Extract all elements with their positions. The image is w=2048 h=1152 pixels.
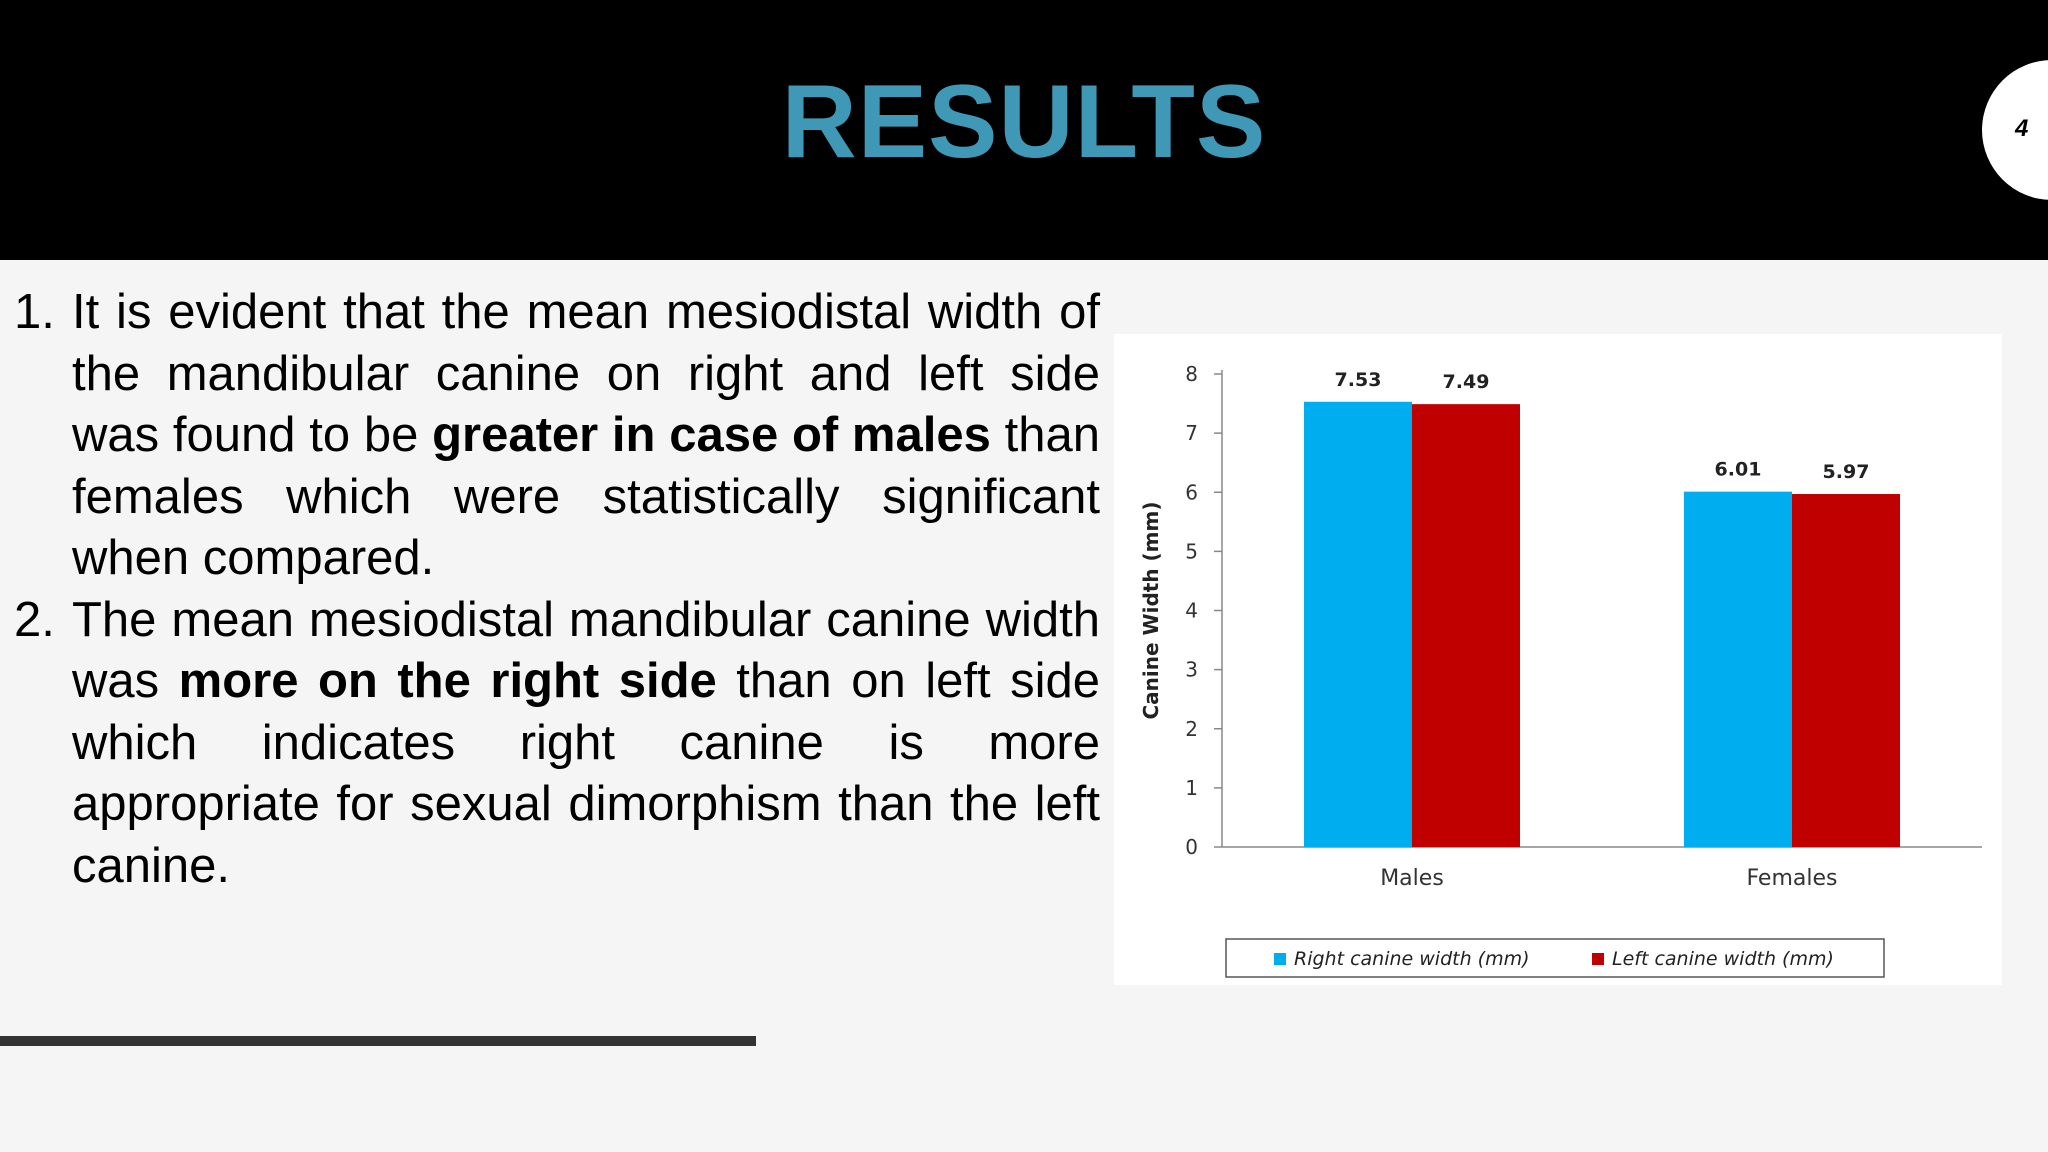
finding-item bbox=[14, 282, 1100, 590]
data-label: 7.49 bbox=[1442, 371, 1490, 394]
finding-text: It is evident that the mean mesiodistal width of the mandibular canine on right and left side was found to be bbox=[72, 285, 1100, 462]
y-tick-label: 6 bbox=[1185, 480, 1198, 505]
y-tick-label: 2 bbox=[1185, 716, 1198, 741]
bar-chart bbox=[1114, 334, 2002, 985]
x-tick-label: Females bbox=[1746, 866, 1838, 891]
finding-text: than on left side which indicates right canine is more appropriate for sexual dimorphism than the left canine. bbox=[72, 654, 1100, 893]
y-tick-label: 8 bbox=[1185, 362, 1198, 386]
finding-number: 1. bbox=[14, 285, 55, 339]
y-tick-label: 3 bbox=[1185, 657, 1198, 682]
legend-swatch bbox=[1592, 953, 1604, 965]
y-tick-label: 1 bbox=[1185, 775, 1198, 800]
bar bbox=[1684, 492, 1792, 847]
slide-title: RESULTS bbox=[781, 64, 1267, 180]
accent-divider bbox=[0, 1036, 756, 1046]
finding-text: than females which were statistically significant when compared. bbox=[72, 408, 1100, 585]
finding-emphasis: more on the right side bbox=[178, 654, 717, 708]
legend-label: Right canine width (mm) bbox=[1294, 948, 1530, 970]
bar bbox=[1792, 494, 1900, 847]
data-label: 6.01 bbox=[1714, 458, 1762, 481]
finding-number: 2. bbox=[14, 592, 55, 647]
y-tick-label: 0 bbox=[1185, 835, 1198, 859]
data-label: 7.53 bbox=[1334, 368, 1382, 391]
bar bbox=[1304, 402, 1412, 847]
y-tick-label: 7 bbox=[1185, 421, 1198, 446]
chart-panel bbox=[1114, 334, 2002, 985]
legend-swatch bbox=[1274, 953, 1286, 965]
finding-emphasis: greater in case of males bbox=[432, 408, 991, 462]
y-axis-title: Canine Width (mm) bbox=[1139, 501, 1163, 720]
bar bbox=[1412, 404, 1520, 847]
finding-text: The mean mesiodistal mandibular canine width was bbox=[72, 592, 1100, 708]
data-label: 5.97 bbox=[1822, 461, 1870, 484]
findings-list bbox=[14, 282, 1100, 897]
legend-label: Left canine width (mm) bbox=[1612, 948, 1834, 970]
finding-item bbox=[14, 590, 1100, 898]
y-tick-label: 4 bbox=[1185, 598, 1198, 623]
page-number: 4 bbox=[2015, 115, 2029, 142]
x-tick-label: Males bbox=[1380, 866, 1444, 891]
y-tick-label: 5 bbox=[1185, 539, 1198, 564]
